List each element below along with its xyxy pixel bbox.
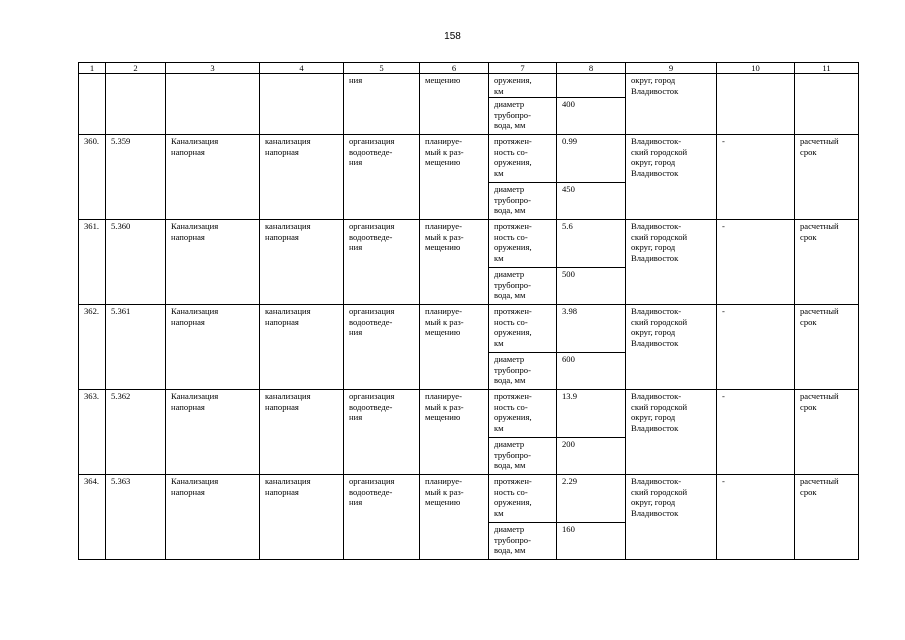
objects-table (78, 62, 859, 560)
continuation-row (79, 74, 859, 98)
cell-purpose: ния (344, 74, 420, 135)
cell-purpose: организация водоотведе- ния (344, 135, 420, 220)
cell-diameter: 450 (557, 183, 626, 220)
header-row (79, 63, 859, 74)
cell-empty (717, 74, 795, 135)
cell-number: 363. (79, 390, 106, 475)
cell-diameter: 400 (557, 98, 626, 135)
column-header: 4 (260, 63, 344, 74)
cell-length-label: протяжен- ность со- оружения, км (489, 305, 557, 353)
cell-term: расчетный срок (795, 220, 859, 305)
cell-kind: канализация напорная (260, 390, 344, 475)
cell-diameter: 160 (557, 523, 626, 560)
cell-length: 5.6 (557, 220, 626, 268)
cell-location: Владивосток- ский городской округ, город Владивосток (626, 305, 717, 390)
cell-length (557, 74, 626, 98)
cell-diameter-label: диаметр трубопро- вода, мм (489, 438, 557, 475)
cell-diameter-label: диаметр трубопро- вода, мм (489, 183, 557, 220)
cell-empty (260, 74, 344, 135)
cell-name: Канализация напорная (166, 390, 260, 475)
cell-purpose: организация водоотведе- ния (344, 475, 420, 560)
cell-col10: - (717, 390, 795, 475)
cell-length-label: протяжен- ность со- оружения, км (489, 220, 557, 268)
cell-empty (795, 74, 859, 135)
cell-location: Владивосток- ский городской округ, город Владивосток (626, 135, 717, 220)
table-row (79, 220, 859, 268)
cell-diameter: 500 (557, 268, 626, 305)
column-header: 6 (420, 63, 489, 74)
cell-code: 5.361 (106, 305, 166, 390)
cell-term: расчетный срок (795, 135, 859, 220)
cell-status: планируе- мый к раз- мещению (420, 220, 489, 305)
cell-kind: канализация напорная (260, 135, 344, 220)
cell-location: округ, город Владивосток (626, 74, 717, 135)
cell-length: 0.99 (557, 135, 626, 183)
cell-col10: - (717, 305, 795, 390)
cell-empty (166, 74, 260, 135)
cell-purpose: организация водоотведе- ния (344, 390, 420, 475)
column-header: 2 (106, 63, 166, 74)
column-header: 10 (717, 63, 795, 74)
column-header: 11 (795, 63, 859, 74)
cell-status: мещению (420, 74, 489, 135)
cell-code: 5.362 (106, 390, 166, 475)
cell-status: планируе- мый к раз- мещению (420, 390, 489, 475)
cell-col10: - (717, 475, 795, 560)
cell-purpose: организация водоотведе- ния (344, 220, 420, 305)
cell-code: 5.363 (106, 475, 166, 560)
cell-empty (79, 74, 106, 135)
cell-code: 5.360 (106, 220, 166, 305)
cell-name: Канализация напорная (166, 220, 260, 305)
cell-number: 362. (79, 305, 106, 390)
cell-diameter: 600 (557, 353, 626, 390)
cell-diameter: 200 (557, 438, 626, 475)
cell-length: 3.98 (557, 305, 626, 353)
cell-kind: канализация напорная (260, 220, 344, 305)
cell-location: Владивосток- ский городской округ, город Владивосток (626, 390, 717, 475)
cell-term: расчетный срок (795, 305, 859, 390)
cell-diameter-label: диаметр трубопро- вода, мм (489, 98, 557, 135)
cell-status: планируе- мый к раз- мещению (420, 475, 489, 560)
cell-number: 361. (79, 220, 106, 305)
cell-code: 5.359 (106, 135, 166, 220)
cell-kind: канализация напорная (260, 475, 344, 560)
cell-length-label: протяжен- ность со- оружения, км (489, 135, 557, 183)
column-header: 3 (166, 63, 260, 74)
column-header: 1 (79, 63, 106, 74)
cell-kind: канализация напорная (260, 305, 344, 390)
cell-name: Канализация напорная (166, 135, 260, 220)
column-header: 7 (489, 63, 557, 74)
cell-number: 364. (79, 475, 106, 560)
table-row (79, 390, 859, 438)
cell-diameter-label: диаметр трубопро- вода, мм (489, 353, 557, 390)
cell-col10: - (717, 135, 795, 220)
cell-length-label: протяжен- ность со- оружения, км (489, 475, 557, 523)
cell-purpose: организация водоотведе- ния (344, 305, 420, 390)
cell-empty (106, 74, 166, 135)
column-header: 5 (344, 63, 420, 74)
column-header: 8 (557, 63, 626, 74)
cell-length-label: оружения, км (489, 74, 557, 98)
cell-length-label: протяжен- ность со- оружения, км (489, 390, 557, 438)
cell-location: Владивосток- ский городской округ, город Владивосток (626, 220, 717, 305)
table-row (79, 475, 859, 523)
cell-status: планируе- мый к раз- мещению (420, 135, 489, 220)
cell-col10: - (717, 220, 795, 305)
table-body (79, 63, 859, 560)
table-row (79, 135, 859, 183)
cell-name: Канализация напорная (166, 475, 260, 560)
page-number: 158 (444, 31, 461, 42)
cell-length: 13.9 (557, 390, 626, 438)
column-header: 9 (626, 63, 717, 74)
cell-status: планируе- мый к раз- мещению (420, 305, 489, 390)
cell-term: расчетный срок (795, 475, 859, 560)
cell-number: 360. (79, 135, 106, 220)
cell-location: Владивосток- ский городской округ, город Владивосток (626, 475, 717, 560)
cell-name: Канализация напорная (166, 305, 260, 390)
cell-length: 2.29 (557, 475, 626, 523)
cell-diameter-label: диаметр трубопро- вода, мм (489, 523, 557, 560)
cell-term: расчетный срок (795, 390, 859, 475)
table-row (79, 305, 859, 353)
cell-diameter-label: диаметр трубопро- вода, мм (489, 268, 557, 305)
